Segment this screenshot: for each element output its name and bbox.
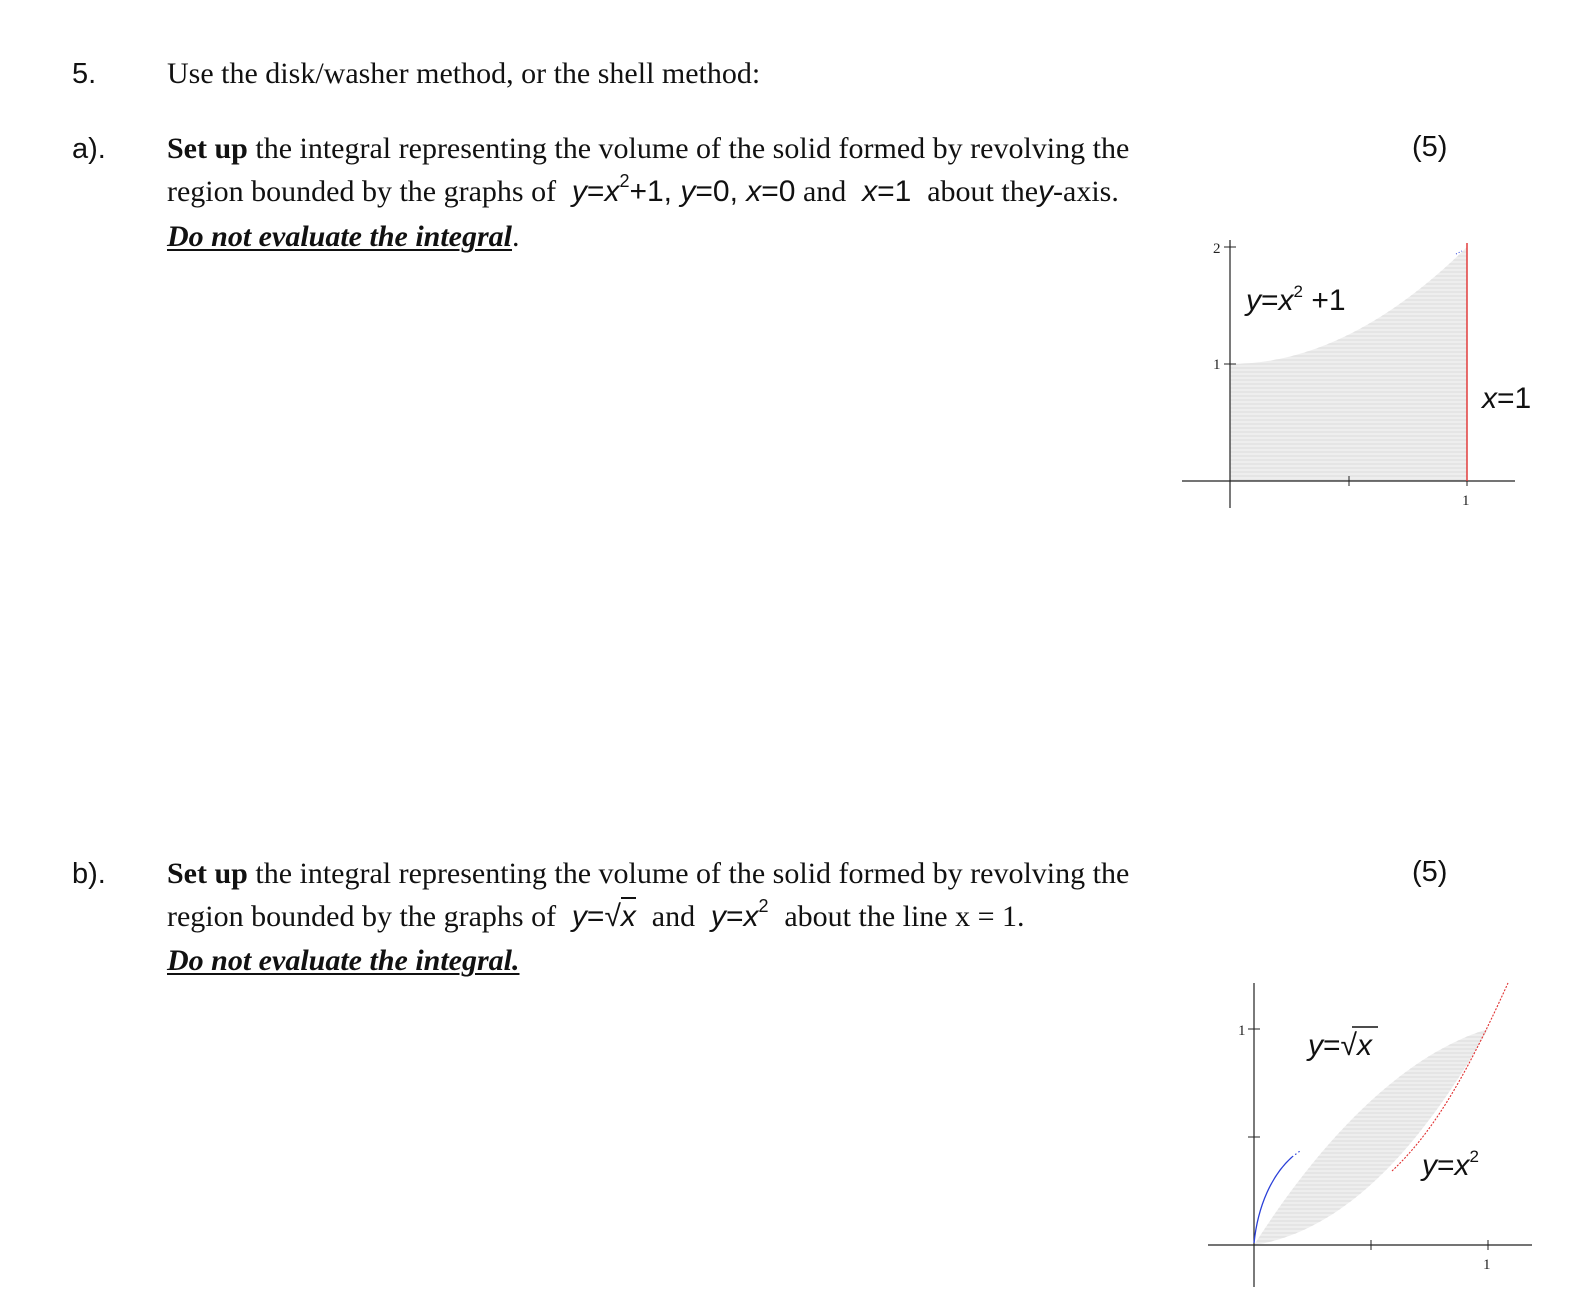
part-b-eq-sqrt: y=√x <box>564 897 645 933</box>
part-a-note-text: Do not evaluate the integral <box>167 220 512 253</box>
part-a-ytick-label-1: 1 <box>1213 357 1221 373</box>
part-a-line2 <box>167 170 1119 214</box>
part-a-label: a). <box>72 133 106 165</box>
part-b-ytick-label-1: 1 <box>1238 1023 1246 1039</box>
part-b-about-text: about the line x = 1. <box>784 900 1025 933</box>
part-a-axis-suffix: -axis. <box>1053 175 1119 208</box>
part-a-ytick-label-2: 2 <box>1213 241 1221 257</box>
part-a-points: (5) <box>1412 131 1448 163</box>
part-b-points: (5) <box>1412 856 1448 888</box>
part-a-eq-curve: $y=x^2+1$, y=0, x=0 <box>563 171 796 208</box>
part-b-note <box>167 939 520 983</box>
part-b-eq-square: $y=x^2$ <box>702 896 769 933</box>
part-a-region-text: region bounded by the graphs of <box>167 175 557 208</box>
part-a-about-text: about the <box>927 175 1039 208</box>
part-b-curve2-label: $y=x^2$ <box>1422 1147 1479 1182</box>
part-a-note-period: . <box>512 220 520 253</box>
part-a-note <box>167 215 520 259</box>
part-b-line1 <box>167 852 1129 896</box>
part-b-line1-text: the integral representing the volume of the solid formed by revolving the <box>255 857 1130 890</box>
problem-number: 5. <box>72 58 97 90</box>
part-b-label: b). <box>72 858 106 890</box>
part-a-shaded-region <box>1230 247 1467 481</box>
part-b-and-text: and <box>651 900 696 933</box>
part-b-xtick-label-1: 1 <box>1483 1257 1491 1273</box>
part-b-note-text: Do not evaluate the integral. <box>167 944 520 977</box>
part-a-xtick-label-1: 1 <box>1462 493 1470 509</box>
part-a-line1-text: the integral representing the volume of the solid formed by revolving the <box>255 132 1130 165</box>
part-a-eq-line: x=1 <box>853 175 912 208</box>
part-b-line2 <box>167 895 1025 939</box>
part-a-lead: Set up <box>167 132 248 165</box>
part-a-curve-label: $y=x^2 +1$ <box>1246 282 1346 317</box>
problem-instruction: Use the disk/washer method, or the shell method: <box>167 57 761 90</box>
part-a-line-label: x=1 <box>1482 382 1532 415</box>
part-b-region-text: region bounded by the graphs of <box>167 900 557 933</box>
part-b-curve1-label: y=√x <box>1308 1029 1372 1062</box>
part-b-lead: Set up <box>167 857 248 890</box>
part-b-sqrt-curve-dotted <box>1292 1151 1300 1157</box>
part-a-and-text: and <box>802 175 847 208</box>
part-a-graph <box>1170 230 1550 520</box>
part-b-graph <box>1200 975 1540 1295</box>
part-a-line1 <box>167 127 1129 171</box>
part-a-axis-var: y <box>1038 175 1054 208</box>
